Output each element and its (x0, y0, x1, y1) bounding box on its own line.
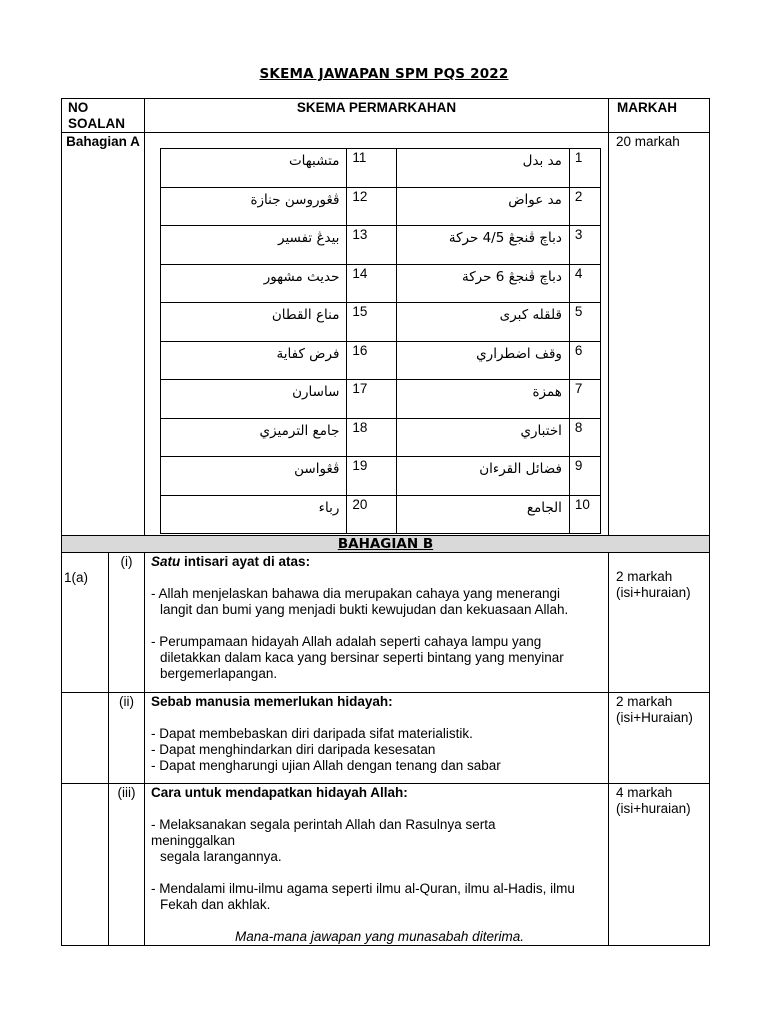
bahagian-a-answers (145, 133, 609, 536)
answer-number: 13 (347, 226, 396, 265)
sub-question-label: (iii) (109, 784, 145, 946)
answer-text: همزة (396, 380, 569, 419)
answer-line: langit dan bumi yang menjadi bukti kewujudan dan kekuasaan Allah. (160, 602, 569, 617)
answer-text: جامع الترميزي (161, 418, 347, 457)
answer-grid (160, 148, 601, 534)
question-number-empty (62, 784, 109, 946)
answer-text: دباچ ڤنجڠ 6 حركة (396, 264, 569, 303)
answer-grid-row (161, 495, 601, 534)
answer-line: bergemerlapangan. (160, 666, 278, 681)
answer-line: segala larangannya. (160, 849, 282, 864)
answer-number: 12 (347, 187, 396, 226)
bahagian-a-label: Bahagian A (62, 133, 145, 536)
question-number-empty (62, 693, 109, 784)
answer-text: متشبهات (161, 149, 347, 188)
answer-grid-row (161, 149, 601, 188)
bahagian-b-header-row (62, 536, 710, 553)
answer-text: الجامع (396, 495, 569, 534)
answer-text: وقف اضطراري (396, 341, 569, 380)
answer-number: 15 (347, 303, 396, 342)
answer-line: - Dapat menghindarkan diri daripada kesesatan (151, 742, 436, 757)
answer-line: - Dapat mengharungi ujian Allah dengan tenang dan sabar (151, 758, 501, 773)
answer-text: ڤڠواسن (161, 457, 347, 496)
answer-body (145, 693, 609, 784)
answer-number: 7 (569, 380, 600, 419)
header-skema: SKEMA PERMARKAHAN (145, 99, 609, 133)
header-row (62, 99, 710, 133)
answer-number: 20 (347, 495, 396, 534)
answer-line: meninggalkan (151, 833, 236, 848)
answer-number: 9 (569, 457, 600, 496)
answer-number: 11 (347, 149, 396, 188)
answer-grid-row (161, 341, 601, 380)
answer-text: دباچ ڤنجڠ 4/5 حركة (396, 226, 569, 265)
answer-text: ساسارن (161, 380, 347, 419)
answer-line: - Perumpamaan hidayah Allah adalah seperti cahaya lampu yang (151, 634, 542, 649)
answer-number: 8 (569, 418, 600, 457)
answer-line: diletakkan dalam kaca yang bersinar seperti bintang yang menyinar (160, 650, 564, 665)
answer-number: 14 (347, 264, 396, 303)
answer-text: رباء (161, 495, 347, 534)
bahagian-a-mark: 20 markah (609, 133, 710, 536)
answer-number: 3 (569, 226, 600, 265)
answer-number: 18 (347, 418, 396, 457)
answer-grid-row (161, 380, 601, 419)
answer-text: قلقله كبرى (396, 303, 569, 342)
acceptance-note: Mana-mana jawapan yang munasabah diterima. (235, 929, 524, 944)
answer-text: بيدڠ تفسير (161, 226, 347, 265)
answer-body (145, 784, 609, 946)
answer-body (145, 553, 609, 693)
question-row-iii (62, 784, 710, 946)
answer-line: - Mendalami ilmu-ilmu agama seperti ilmu al-Quran, ilmu al-Hadis, ilmu (151, 881, 575, 896)
answer-number: 17 (347, 380, 396, 419)
sub-question-label: (ii) (109, 693, 145, 784)
mark-cell: 2 markah (isi+huraian) (609, 553, 710, 693)
question-number: 1(a) (62, 553, 109, 693)
answer-line: - Dapat membebaskan diri daripada sifat materialistik. (151, 726, 473, 741)
sub-question-label: (i) (109, 553, 145, 693)
answer-number: 10 (569, 495, 600, 534)
answer-number: 5 (569, 303, 600, 342)
answer-line: Fekah dan akhlak. (160, 897, 271, 912)
mark-cell: 2 markah (isi+Huraian) (609, 693, 710, 784)
answer-text: ڤڠوروسن جنازة (161, 187, 347, 226)
answer-heading: Sebab manusia memerlukan hidayah: (151, 694, 393, 709)
answer-number: 16 (347, 341, 396, 380)
question-row-i (62, 553, 710, 693)
answer-grid-row (161, 418, 601, 457)
answer-number: 6 (569, 341, 600, 380)
answer-grid-row (161, 226, 601, 265)
answer-text: مد عواض (396, 187, 569, 226)
bahagian-a-row (62, 133, 710, 536)
answer-grid-row (161, 303, 601, 342)
answer-text: مناع القطان (161, 303, 347, 342)
answer-line: - Allah menjelaskan bahawa dia merupakan cahaya yang menerangi (151, 586, 561, 601)
answer-text: مد بدل (396, 149, 569, 188)
answer-number: 1 (569, 149, 600, 188)
answer-line: - Melaksanakan segala perintah Allah dan Rasulnya serta (151, 817, 496, 832)
answer-text: فرض كفاية (161, 341, 347, 380)
answer-text: حديث مشهور (161, 264, 347, 303)
header-markah: MARKAH (609, 99, 710, 133)
header-no-soalan: NO SOALAN (62, 99, 145, 133)
bahagian-b-label: BAHAGIAN B (62, 536, 710, 553)
answer-heading: Satu intisari ayat di atas: (151, 554, 311, 569)
marking-scheme-table (61, 98, 710, 946)
answer-text: فضائل القرءان (396, 457, 569, 496)
answer-number: 4 (569, 264, 600, 303)
mark-cell: 4 markah (isi+huraian) (609, 784, 710, 946)
answer-grid-row (161, 457, 601, 496)
question-row-ii (62, 693, 710, 784)
answer-grid-row (161, 187, 601, 226)
answer-grid-row (161, 264, 601, 303)
answer-text: اختباري (396, 418, 569, 457)
answer-number: 2 (569, 187, 600, 226)
document-title: SKEMA JAWAPAN SPM PQS 2022 (259, 66, 509, 82)
answer-heading: Cara untuk mendapatkan hidayah Allah: (151, 785, 408, 800)
answer-number: 19 (347, 457, 396, 496)
